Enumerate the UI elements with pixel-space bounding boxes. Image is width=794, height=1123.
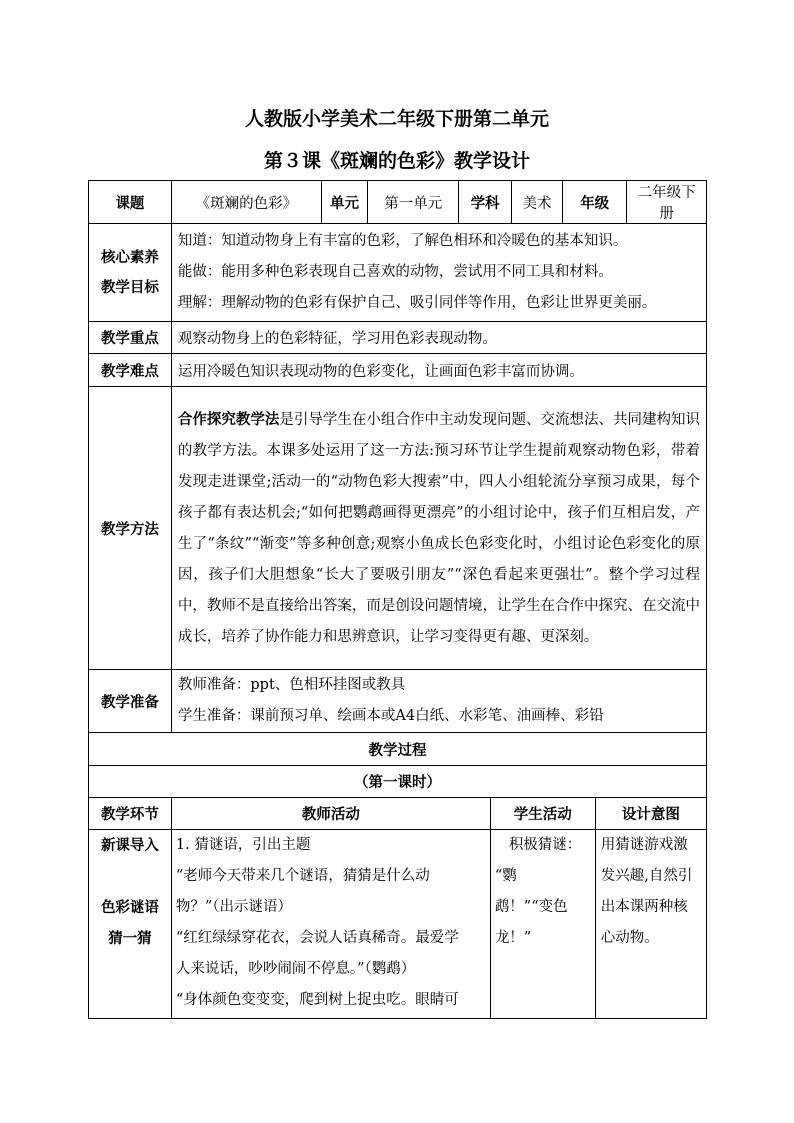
intro-design-intent	[595, 830, 706, 1019]
grade-label-text: 年级	[580, 194, 610, 212]
intro-teacher-line: “红红绿绿穿花衣，会说人话真稀奇。最爱学	[175, 930, 459, 946]
col-stage: 教学环节	[89, 798, 172, 830]
difficulty-label: 教学难点	[89, 354, 172, 387]
subject-label: 学科	[459, 181, 511, 224]
info-row	[89, 181, 707, 224]
prep-teacher: 教师准备：ppt、色相环挂图或教具	[177, 677, 406, 693]
prep-student: 学生准备：课前预习单、绘画本或A4白纸、水彩笔、油画棒、彩铅	[177, 708, 604, 724]
intro-intent-line: 发兴趣,自然引	[600, 868, 693, 884]
process-heading-row	[89, 733, 707, 766]
session-label: （第一课时）	[89, 766, 707, 798]
method-content	[171, 387, 706, 670]
intro-teacher-line: 人来说话，吵吵闹闹不停息。”（鹦鹉）	[175, 961, 416, 977]
difficulty-text: 运用冷暖色知识表现动物的色彩变化，让画面色彩丰富而协调。	[171, 354, 706, 387]
intro-intent-line: 用猜谜游戏激	[600, 837, 688, 853]
intro-intent-line: 出本课两种核	[600, 899, 688, 915]
difficulty-row	[89, 354, 707, 387]
intro-teacher-line: “老师今天带来几个谜语，猜猜是什么动	[175, 868, 430, 884]
prep-label: 教学准备	[89, 670, 172, 733]
intro-teacher-line: 物？”（出示谜语）	[175, 899, 293, 915]
goals-label-line2: 教学目标	[100, 278, 159, 296]
goals-label	[89, 224, 172, 322]
col-intent: 设计意图	[595, 798, 706, 830]
intro-stage-line3: 猜一猜	[108, 930, 152, 947]
intro-row	[89, 830, 707, 1019]
method-label: 教学方法	[89, 387, 172, 670]
topic-label: 课题	[89, 181, 172, 224]
method-row	[89, 387, 707, 670]
goals-content	[171, 224, 706, 322]
prep-row	[89, 670, 707, 733]
goals-label-line1: 核心素养	[100, 248, 159, 266]
key-point-text: 观察动物身上的色彩特征，学习用色彩表现动物。	[171, 322, 706, 354]
grade-value: 二年级下册	[627, 181, 707, 224]
unit-value: 第一单元	[368, 181, 459, 224]
goals-row	[89, 224, 707, 322]
session-row	[89, 766, 707, 798]
intro-teacher-line: “身体颜色变变变，爬到树上捉虫吃。眼睛可	[175, 992, 459, 1008]
unit-label: 单元	[321, 181, 367, 224]
process-heading: 教学过程	[89, 733, 707, 766]
document-title: 人教版小学美术二年级下册第二单元	[244, 108, 549, 130]
prep-content	[171, 670, 706, 733]
process-columns-row	[89, 798, 707, 830]
subject-value: 美术	[511, 181, 562, 224]
intro-teacher-activity	[171, 830, 490, 1019]
intro-stage-line2: 色彩谜语	[100, 899, 159, 916]
method-text: 是引导学生在小组合作中主动发现问题、交流想法、共同建构知识的教学方法。本课多处运用了这一方法:预习环节让学生提前观察动物色彩，带着发现走进课堂;活动一的“动物色彩大搜索”中，四人小组轮流分享预习成果，每个孩子都有表达机会;“如何把鹦鹉画得更漂亮”的小组讨论中，孩子们互相启发，产生了“条纹”“渐变”等多种创意;观察小鱼成长色彩变化时，小组讨论色彩变化的原因，孩子们大胆想象“长大了要吸引朋友”“深色看起来更强壮”。整个学习过程中，教师不是直接给出答案，而是创设问题情境，让学生在合作中探究、在交流中成长，培养了协作能力和思辨意识，让学习变得更有趣、更深刻。	[177, 411, 701, 645]
goal-understand: 理解：理解动物的色彩有保护自己、吸引同伴等作用，色彩让世界更美丽。	[177, 295, 657, 311]
intro-intent-line: 心动物。	[600, 930, 659, 946]
intro-stage	[89, 830, 172, 1019]
intro-student-activity	[490, 830, 595, 1019]
goal-know: 知道：知道动物身上有丰富的色彩，了解色相环和冷暖色的基本知识。	[177, 233, 628, 249]
lesson-plan-table	[88, 180, 707, 1019]
method-bold-lead: 合作探究教学法	[177, 410, 280, 428]
col-student: 学生活动	[490, 798, 595, 830]
intro-stage-line1: 新课导入	[100, 837, 159, 854]
intro-student-line: “鹦	[494, 868, 517, 884]
document-subtitle: 第３课《斑斓的色彩》教学设计	[263, 150, 530, 172]
key-point-row	[89, 322, 707, 354]
key-point-label: 教学重点	[89, 322, 172, 354]
topic-value: 《斑斓的色彩》	[171, 181, 321, 224]
intro-student-line: 鹉！”“变色	[494, 899, 568, 915]
intro-teacher-line: 1. 猜谜语，引出主题	[175, 837, 311, 853]
intro-student-line: 龙！”	[494, 930, 532, 946]
col-teacher: 教师活动	[171, 798, 490, 830]
grade-label	[563, 181, 627, 224]
intro-student-line: 积极猜谜：	[508, 837, 582, 853]
goal-do: 能做：能用多种色彩表现自己喜欢的动物，尝试用不同工具和材料。	[177, 264, 613, 280]
